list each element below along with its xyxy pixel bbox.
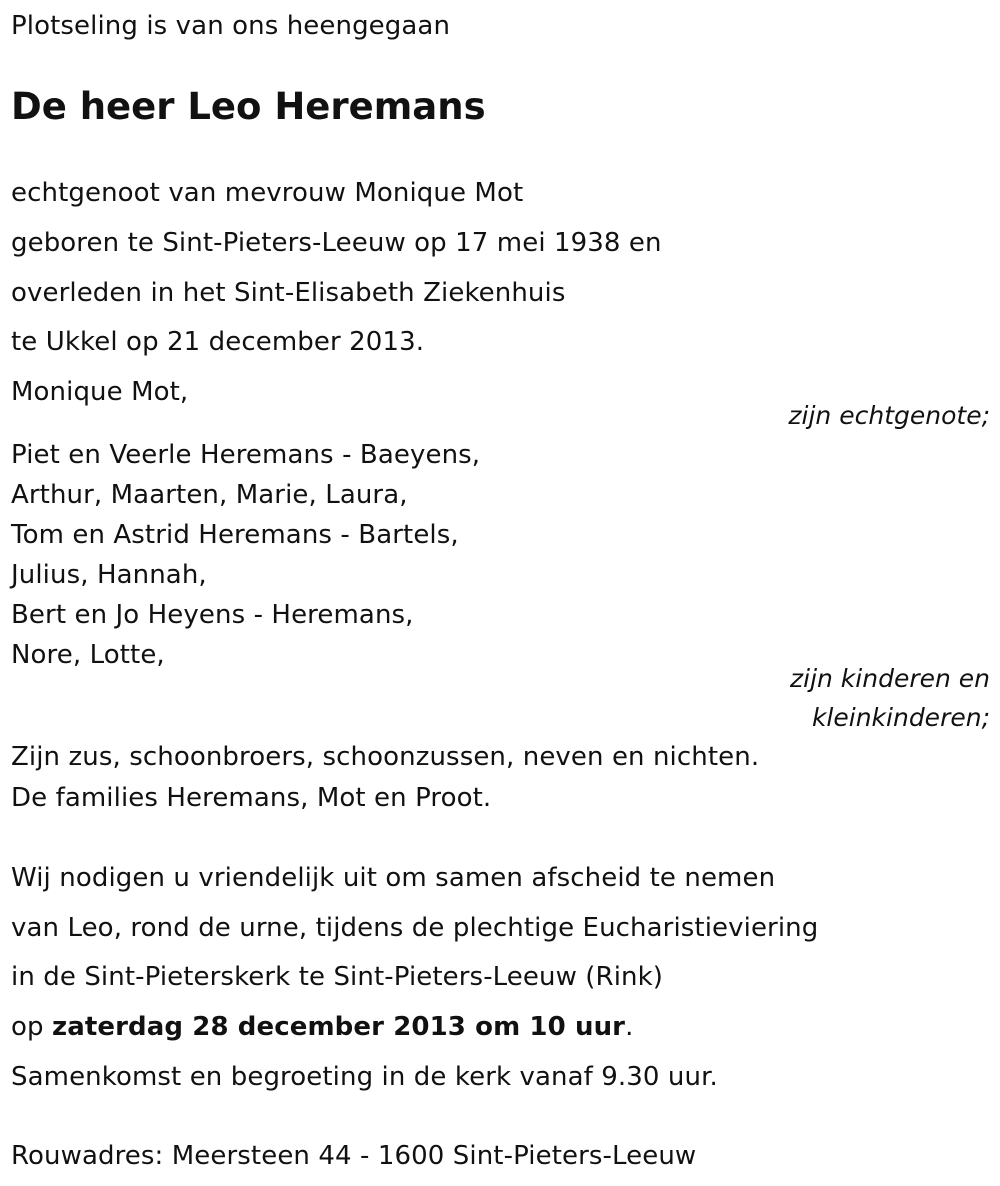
invitation-line: van Leo, rond de urne, tijdens de plechtige Eucharistieviering	[11, 913, 819, 943]
spouse-name: Monique Mot,	[11, 377, 189, 407]
ceremony-date-line	[11, 1012, 633, 1042]
child-line: Bert en Jo Heyens - Heremans,	[11, 600, 414, 630]
invitation-line: Wij nodigen u vriendelijk uit om samen afscheid te nemen	[11, 863, 776, 893]
bio-line: geboren te Sint-Pieters-Leeuw op 17 mei 1938 en	[11, 228, 662, 258]
child-line: Tom en Astrid Heremans - Bartels,	[11, 520, 459, 550]
children-role-line1: zijn kinderen en	[790, 664, 990, 693]
deceased-name: De heer Leo Heremans	[11, 85, 486, 128]
child-line: Julius, Hannah,	[11, 560, 207, 590]
family-line: Zijn zus, schoonbroers, schoonzussen, neven en nichten.	[11, 742, 760, 772]
child-line: Nore, Lotte,	[11, 640, 165, 670]
mourning-address: Rouwadres: Meersteen 44 - 1600 Sint-Pieters-Leeuw	[11, 1141, 697, 1171]
gathering-line: Samenkomst en begroeting in de kerk vanaf 9.30 uur.	[11, 1062, 718, 1092]
invitation-line: in de Sint-Pieterskerk te Sint-Pieters-Leeuw (Rink)	[11, 962, 664, 992]
child-line: Arthur, Maarten, Marie, Laura,	[11, 480, 408, 510]
family-line: De families Heremans, Mot en Proot.	[11, 783, 492, 813]
child-line: Piet en Veerle Heremans - Baeyens,	[11, 440, 481, 470]
children-role-line2: kleinkinderen;	[811, 703, 990, 732]
bio-line: overleden in het Sint-Elisabeth Ziekenhuis	[11, 278, 566, 308]
date-suffix: .	[625, 1012, 634, 1042]
intro-text: Plotseling is van ons heengegaan	[11, 11, 451, 41]
ceremony-date: zaterdag 28 december 2013 om 10 uur	[51, 1012, 626, 1042]
date-prefix: op	[11, 1012, 52, 1042]
bio-line: echtgenoot van mevrouw Monique Mot	[11, 178, 524, 208]
bio-line: te Ukkel op 21 december 2013.	[11, 327, 425, 357]
spouse-role: zijn echtgenote;	[788, 401, 990, 430]
